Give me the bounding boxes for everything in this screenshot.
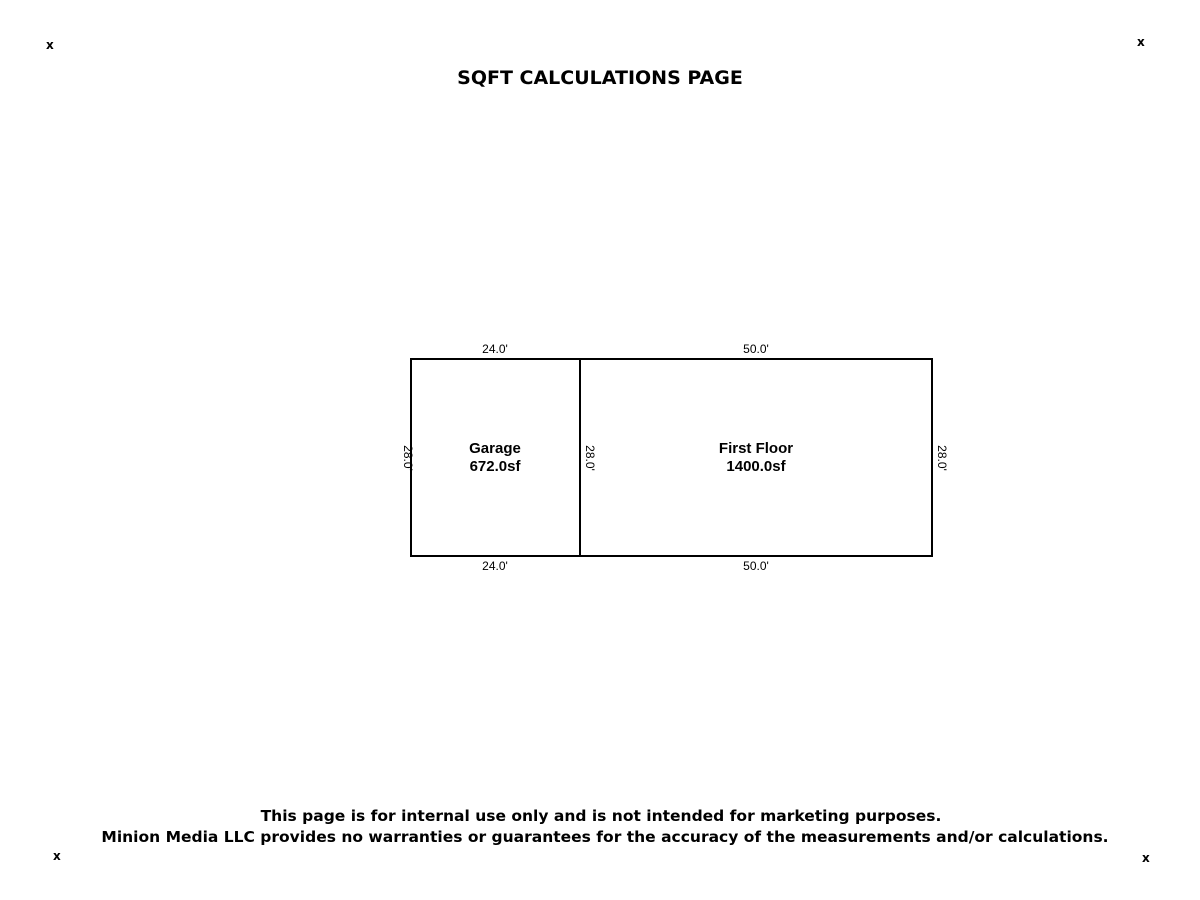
disclaimer-warranty: Minion Media LLC provides no warranties or guarantees for the accuracy of the measurements and/or calculations. [101,828,1109,846]
first-floor-room-name: First Floor [718,440,794,457]
first-floor-room-area: 1400.0sf [726,458,786,475]
corner-mark-bottom-left: x [53,849,61,863]
garage-room-area: 672.0sf [469,458,521,475]
garage-room-name: Garage [469,440,521,457]
garage-bottom-dimension: 24.0' [482,559,508,573]
garage-top-dimension: 24.0' [482,342,508,356]
disclaimer-internal-use: This page is for internal use only and is not intended for marketing purposes. [260,807,942,825]
garage-left-dimension: 28.0' [401,445,415,471]
page-title: SQFT CALCULATIONS PAGE [457,67,743,89]
corner-mark-bottom-right: x [1142,851,1150,865]
first-floor-bottom-dimension: 50.0' [743,559,769,573]
garage-right-dimension: 28.0' [583,445,597,471]
first-floor-top-dimension: 50.0' [743,342,769,356]
corner-mark-top-right: x [1137,35,1145,49]
corner-mark-top-left: x [46,38,54,52]
first-floor-right-dimension: 28.0' [935,445,949,471]
